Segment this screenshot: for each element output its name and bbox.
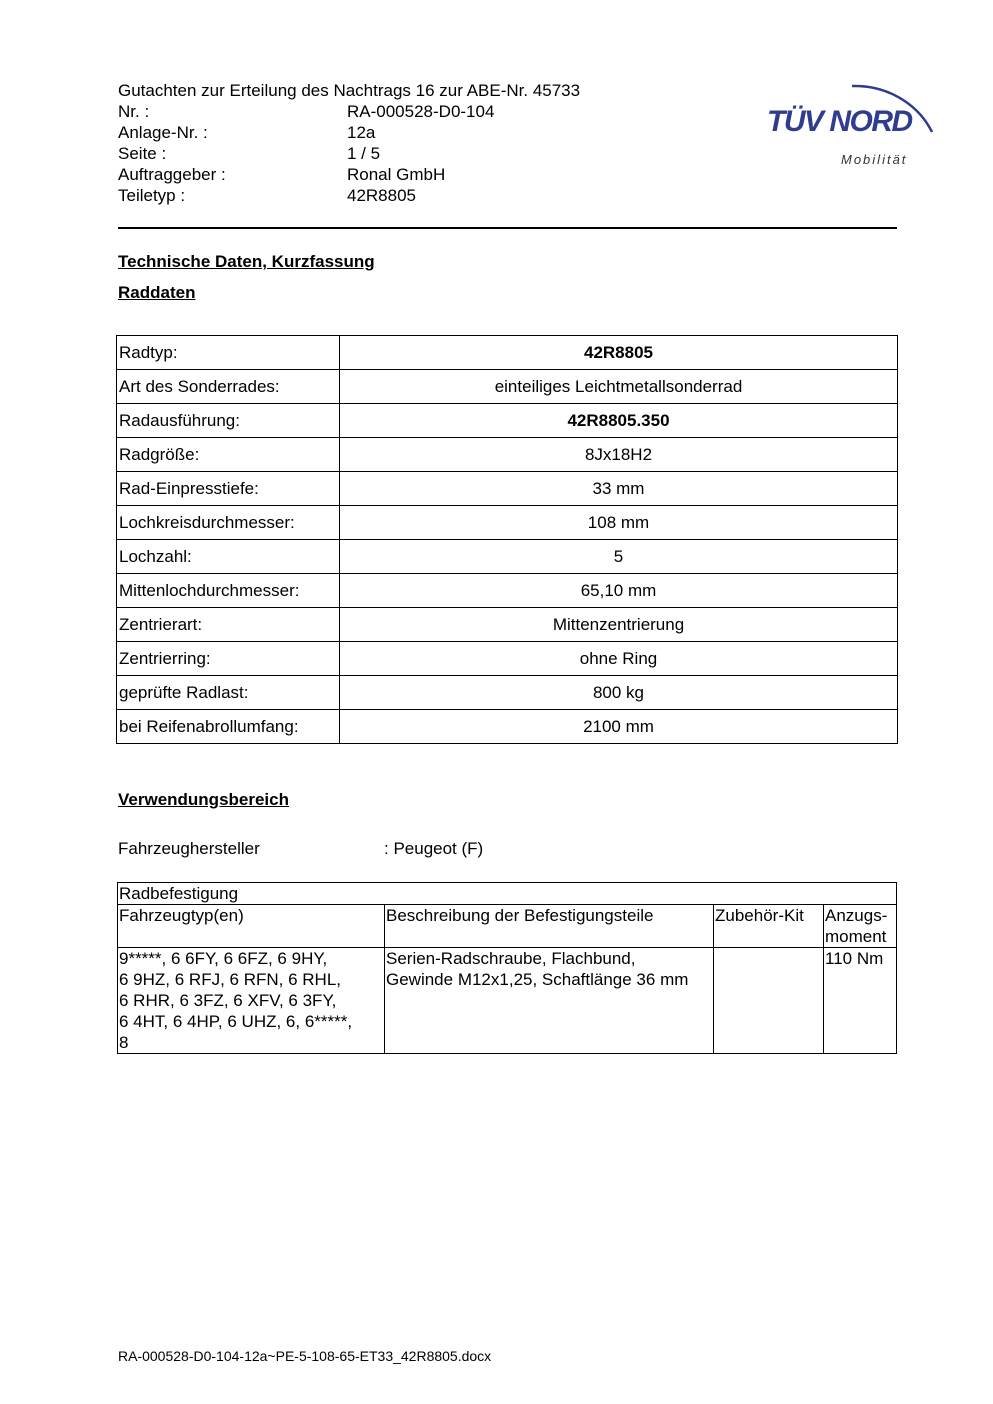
header-value: 1 / 5 — [347, 144, 381, 163]
raddaten-value: Mittenzentrierung — [340, 608, 898, 642]
cell-zubehoer-kit — [714, 948, 824, 1054]
raddaten-value: 108 mm — [340, 506, 898, 540]
raddaten-label: Mittenlochdurchmesser: — [117, 574, 340, 608]
table-row — [117, 438, 898, 472]
column-header-beschreibung: Beschreibung der Befestigungsteile — [385, 905, 714, 948]
raddaten-label: Radtyp: — [117, 336, 340, 370]
table-row — [117, 336, 898, 370]
header-label: Nr. : — [118, 102, 150, 121]
raddaten-label: Radausführung: — [117, 404, 340, 438]
raddaten-label: Radgröße: — [117, 438, 340, 472]
raddaten-label: bei Reifenabrollumfang: — [117, 710, 340, 744]
radbefestigung-title: Radbefestigung — [118, 883, 897, 905]
header-field-anlage — [118, 122, 580, 143]
raddaten-label: Zentrierart: — [117, 608, 340, 642]
footer-filename: RA-000528-D0-104-12a~PE-5-108-65-ET33_42R8805.docx — [118, 1348, 492, 1364]
logo-subtitle: Mobilität — [841, 152, 908, 167]
raddaten-value: 42R8805.350 — [340, 404, 898, 438]
cell-fahrzeugtypen: 9*****, 6 6FY, 6 6FZ, 6 9HY, 6 9HZ, 6 RFJ, 6 RFN, 6 RHL, 6 RHR, 6 3FZ, 6 XFV, 6 3FY, 6 4HT, 6 4HP, 6 UHZ, 6, 6*****, 8 — [118, 948, 385, 1054]
section-heading-raddaten: Raddaten — [118, 283, 196, 302]
raddaten-value: 8Jx18H2 — [340, 438, 898, 472]
raddaten-label: Art des Sonderrades: — [117, 370, 340, 404]
table-row — [117, 574, 898, 608]
document-title: Gutachten zur Erteilung des Nachtrags 16 zur ABE-Nr. 45733 — [118, 81, 581, 100]
table-row — [117, 472, 898, 506]
document-header — [118, 80, 580, 206]
header-label: Teiletyp : — [118, 186, 186, 205]
table-row — [117, 404, 898, 438]
table-row — [118, 948, 897, 1054]
raddaten-value: 800 kg — [340, 676, 898, 710]
header-field-teiletyp — [118, 185, 580, 206]
raddaten-value: einteiliges Leichtmetallsonderrad — [340, 370, 898, 404]
header-value: 42R8805 — [347, 186, 417, 205]
header-field-auftraggeber — [118, 164, 580, 185]
raddaten-value: 42R8805 — [340, 336, 898, 370]
raddaten-value: 5 — [340, 540, 898, 574]
table-row — [117, 642, 898, 676]
column-header-fahrzeugtyp: Fahrzeugtyp(en) — [118, 905, 385, 948]
fahrzeughersteller-line — [118, 839, 483, 859]
cell-anzugsmoment: 110 Nm — [824, 948, 897, 1054]
raddaten-label: Rad-Einpresstiefe: — [117, 472, 340, 506]
table-row — [117, 608, 898, 642]
logo-wordmark: TÜV NORD — [767, 105, 912, 138]
table-row — [117, 506, 898, 540]
table-row — [117, 370, 898, 404]
cell-beschreibung: Serien-Radschraube, Flachbund, Gewinde M12x1,25, Schaftlänge 36 mm — [385, 948, 714, 1054]
header-value: Ronal GmbH — [347, 165, 446, 184]
raddaten-table — [116, 335, 898, 744]
raddaten-value: 33 mm — [340, 472, 898, 506]
header-field-nr — [118, 101, 580, 122]
radbefestigung-table — [117, 882, 897, 1054]
column-header-anzugsmoment: Anzugs- moment — [824, 905, 897, 948]
section-heading-technische-daten: Technische Daten, Kurzfassung — [118, 252, 375, 271]
header-field-seite — [118, 143, 580, 164]
raddaten-label: Lochzahl: — [117, 540, 340, 574]
header-label: Seite : — [118, 144, 167, 163]
tuev-nord-logo — [764, 58, 944, 173]
table-row — [117, 710, 898, 744]
header-value: RA-000528-D0-104 — [347, 102, 495, 121]
raddaten-label: geprüfte Radlast: — [117, 676, 340, 710]
table-row — [117, 540, 898, 574]
raddaten-value: 65,10 mm — [340, 574, 898, 608]
fahrzeughersteller-label: Fahrzeughersteller — [118, 839, 260, 858]
header-label: Auftraggeber : — [118, 165, 226, 184]
raddaten-label: Lochkreisdurchmesser: — [117, 506, 340, 540]
header-label: Anlage-Nr. : — [118, 123, 208, 142]
raddaten-label: Zentrierring: — [117, 642, 340, 676]
section-heading-verwendungsbereich: Verwendungsbereich — [118, 790, 289, 809]
fahrzeughersteller-value: : Peugeot (F) — [384, 839, 484, 858]
table-row — [117, 676, 898, 710]
raddaten-value: 2100 mm — [340, 710, 898, 744]
header-divider — [118, 227, 897, 229]
raddaten-value: ohne Ring — [340, 642, 898, 676]
column-header-zubehoer-kit: Zubehör-Kit — [714, 905, 824, 948]
header-value: 12a — [347, 123, 376, 142]
